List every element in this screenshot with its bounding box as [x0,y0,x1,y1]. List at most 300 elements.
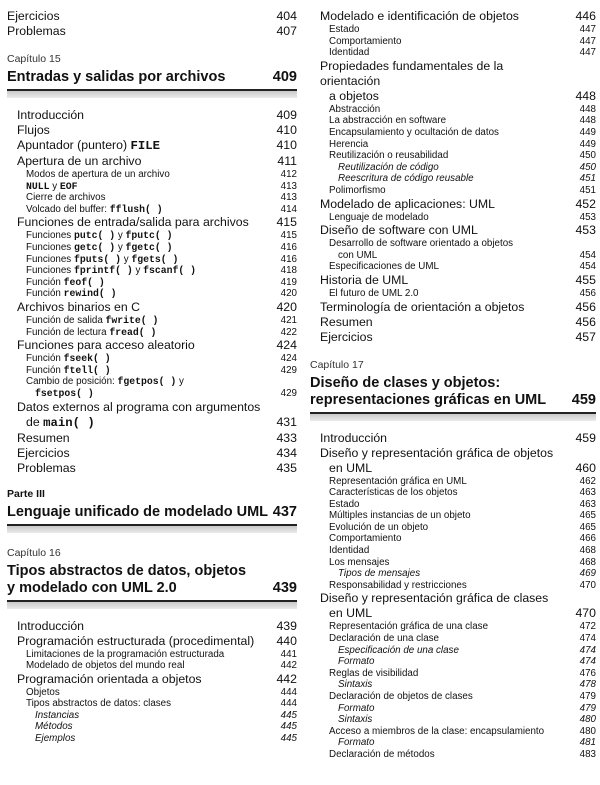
toc-entry[interactable] [7,242,297,254]
entry-text: Tipos de mensajes [338,568,421,580]
toc-entry-title [26,698,271,710]
toc-entry-title [17,619,271,634]
toc-entry[interactable] [310,330,596,345]
entry-text: Encapsulamiento y ocultación de datos [329,126,499,138]
chapter-title-line: y modelado con UML 2.0 [7,579,177,596]
entry-code: fputc( ) [125,230,173,242]
entry-text: Sintaxis [338,714,373,726]
toc-entry[interactable] [7,315,297,327]
toc-page-number: 448 [575,88,596,103]
toc-entry-title [35,721,271,733]
toc-entry[interactable] [7,108,297,123]
chapter-title [7,69,225,86]
toc-entry-title [26,265,271,277]
toc-entry[interactable] [7,24,297,39]
entry-text: Ejercicios [17,445,70,460]
toc-entry-title [17,634,271,649]
toc-entry-title [329,261,570,273]
toc-entry-title [26,327,271,339]
entry-text: Identidad [329,47,370,59]
toc-entry[interactable] [310,212,596,224]
entry-text: Archivos binarios en C [17,299,141,314]
toc-entry[interactable] [7,277,297,289]
entry-code: ftell( ) [63,364,111,376]
toc-entry[interactable] [310,461,596,476]
chapter-page-number: 459 [571,391,596,408]
toc-page-number: 409 [276,108,297,122]
toc-page-number: 411 [277,154,297,168]
toc-entry[interactable] [310,557,596,569]
toc-entry[interactable] [7,9,297,24]
toc-entry[interactable] [7,254,297,266]
toc-page-number: 460 [575,460,596,475]
entry-text: Estado [329,24,360,35]
entry-text: Funciones [26,253,74,265]
entry-text: Función [26,288,64,300]
toc-entry-title [329,461,570,476]
entry-text: Múltiples instancias de un objeto [329,510,471,522]
toc-entry[interactable] [310,749,596,761]
toc-page-number: 457 [575,329,596,344]
toc-entry-title [320,9,570,24]
entry-code: fscanf( ) [143,265,196,277]
toc-entry[interactable] [310,273,596,288]
entry-code: main( ) [43,415,95,430]
toc-entry-title [338,737,570,749]
entry-code: getc( ) [73,241,116,253]
toc-page-number: 442 [280,660,297,672]
toc-entry-title [329,476,570,488]
toc-entry[interactable] [310,580,596,592]
toc-page-number: 424 [276,338,297,353]
toc-page-number: 447 [579,35,596,47]
toc-entry[interactable] [7,154,297,169]
entry-code: fprintf( ) [73,265,133,277]
chapter-page-number: 437 [272,503,297,520]
toc-entry-title [320,431,570,446]
entry-text: Reutilización o reusabilidad [329,150,449,162]
toc-entry-title [338,703,570,715]
entry-text: Ejercicios [320,329,373,344]
entry-text: Desarrollo de software orientado a objetos [329,238,514,250]
toc-page-number: 450 [579,150,596,162]
toc-entry[interactable] [310,36,596,48]
entry-text: Formato [338,656,375,668]
toc-entry[interactable] [7,649,297,661]
toc-entry-title [338,645,570,657]
toc-entry[interactable] [310,185,596,197]
toc-entry[interactable] [7,672,297,687]
toc-entry-title [320,59,570,89]
toc-entry-title [17,672,271,687]
toc-entry-title [329,104,570,116]
toc-entry[interactable] [310,9,596,24]
toc-entry[interactable] [310,737,596,749]
toc-entry[interactable] [7,365,297,377]
toc-page-number: 451 [579,184,596,196]
chapter-page-number: 409 [272,69,297,85]
entry-text: Reglas de visibilidad [329,667,419,679]
toc-entry-title [26,376,271,388]
toc-entry[interactable] [310,89,596,104]
toc-entry[interactable] [7,288,297,300]
chapter-title [7,504,268,521]
part-heading[interactable] [7,504,297,526]
entry-text: Especificación de una clase [338,644,459,656]
toc-entry[interactable] [7,376,297,388]
toc-entry[interactable] [310,261,596,273]
toc-page-number: 429 [280,364,297,376]
toc-entry-title [35,710,271,722]
toc-entry-title [329,633,570,645]
toc-page-number: 463 [579,498,596,510]
entry-text: Diseño y representación gráfica de objetos [320,445,554,460]
chapter-page-number: 439 [272,579,297,596]
toc-entry[interactable] [310,476,596,488]
toc-page-number: 456 [575,314,596,329]
entry-text: Función de salida [26,314,106,326]
chapter-heading[interactable] [310,375,596,414]
toc-entry[interactable] [310,533,596,545]
toc-entry[interactable] [310,238,596,250]
entry-code: fgetpos( ) [117,376,177,388]
toc-page-number: 420 [276,299,297,314]
toc-page-number: 412 [280,169,297,180]
toc-entry[interactable] [7,619,297,634]
entry-text: Comportamiento [329,533,402,545]
entry-text: Programación estructurada (procedimental) [17,633,255,648]
entry-text: a objetos [329,88,379,103]
entry-text: Formato [338,702,375,714]
toc-entry-title [26,192,271,204]
toc-page-number: 439 [276,618,297,633]
toc-page-number: 407 [276,24,297,38]
toc-page-number: 441 [280,648,297,660]
toc-entry-title [329,487,570,499]
toc-entry[interactable] [310,223,596,238]
entry-text: Funciones de entrada/salida para archivos [17,215,249,230]
entry-code: EOF [59,180,78,192]
toc-entry[interactable] [310,300,596,315]
toc-page-number: 468 [579,545,596,557]
entry-text: La abstracción en software [329,115,447,127]
entry-text: Los mensajes [329,556,390,568]
entry-text: Objetos [26,686,60,698]
toc-entry[interactable] [7,388,297,400]
toc-page-number: 445 [280,709,297,721]
entry-text: Representación gráfica en UML [329,475,467,487]
entry-text: Funciones [26,265,74,277]
toc-entry-title [329,533,570,545]
toc-entry[interactable] [7,123,297,138]
entry-code: fseek( ) [63,353,111,365]
toc-entry-title [329,150,570,162]
toc-entry[interactable] [310,24,596,36]
toc-entry[interactable] [7,215,297,230]
entry-text: Volcado del buffer: [26,203,110,215]
toc-entry[interactable] [310,510,596,522]
toc-entry[interactable] [310,59,596,89]
toc-entry-title [329,522,570,534]
toc-entry[interactable] [310,621,596,633]
toc-entry[interactable] [310,499,596,511]
entry-text: Declaración de métodos [329,748,435,760]
toc-entry-title [329,238,570,250]
toc-entry-title [329,545,570,557]
entry-text: Función [26,353,64,365]
toc-entry[interactable] [310,691,596,703]
toc-entry[interactable] [7,710,297,722]
toc-entry[interactable] [310,127,596,139]
entry-text: Funciones [26,230,74,242]
toc-page-number: 449 [579,138,596,150]
heading-band [7,526,297,533]
entry-text: en UML [329,606,373,621]
toc-entry-title [329,668,570,680]
toc-page-number: 447 [579,47,596,59]
toc-page-number: 472 [579,621,596,633]
toc-entry[interactable] [7,204,297,216]
toc-entry-title [17,123,271,138]
chapter-label: Capítulo 17 [310,358,364,371]
toc-entry-title [329,288,570,300]
entry-code: fputs( ) [73,253,121,265]
toc-page-number: 414 [280,203,297,215]
toc-entry-title [320,223,570,238]
toc-page-number: 451 [579,173,596,185]
toc-entry[interactable] [310,315,596,330]
toc-entry[interactable] [310,173,596,185]
chapter-title-line: representaciones gráficas en UML [310,391,547,408]
toc-entry[interactable] [7,338,297,353]
toc-entry[interactable] [310,606,596,621]
toc-entry-title [329,510,570,522]
entry-code: fwrite( ) [105,314,159,326]
toc-entry-title [26,415,271,431]
toc-entry[interactable] [7,138,297,154]
toc-page-number: 449 [579,126,596,138]
toc-page-number: 416 [280,241,297,253]
toc-entry-title [320,446,570,461]
toc-entry[interactable] [7,415,297,431]
toc-entry-title [26,315,271,327]
toc-entry[interactable] [310,656,596,668]
toc-page-number: 444 [280,686,297,698]
toc-entry-title [329,139,570,151]
entry-text: Flujos [17,123,50,137]
toc-entry[interactable] [310,668,596,680]
toc-page-number: 465 [579,510,596,522]
toc-entry[interactable] [310,115,596,127]
toc-entry[interactable] [7,660,297,672]
toc-entry[interactable] [310,726,596,738]
toc-entry[interactable] [7,327,297,339]
entry-text: y [115,241,126,253]
part-label: Parte III [7,487,45,500]
entry-text: y [176,376,184,388]
toc-entry[interactable] [7,230,297,242]
toc-page-number: 404 [276,9,297,23]
toc-page-number: 445 [280,733,297,745]
toc-entry[interactable] [7,192,297,204]
toc-entry[interactable] [7,733,297,745]
toc-page-number: 478 [579,679,596,691]
toc-entry-title [17,215,271,230]
toc-page-number: 456 [575,299,596,314]
entry-text: Función de lectura [26,326,110,338]
toc-page-number: 469 [579,568,596,580]
toc-entry-title [329,212,570,224]
entry-text: Historia de UML [320,272,409,287]
toc-entry[interactable] [310,162,596,174]
toc-page-number: 415 [280,230,297,242]
toc-entry-title [320,273,570,288]
chapter-label: Capítulo 15 [7,53,61,65]
toc-entry-title [329,24,570,36]
toc-page-number: 455 [575,272,596,287]
toc-page-number: 454 [579,249,596,261]
toc-entry[interactable] [7,687,297,699]
toc-page-number: 462 [579,475,596,487]
toc-entry-title [35,388,271,400]
toc-entry[interactable] [310,714,596,726]
toc-entry[interactable] [7,169,297,181]
toc-page-number: 447 [579,24,596,35]
toc-entry-title [17,300,271,315]
toc-entry[interactable] [310,47,596,59]
toc-entry[interactable] [7,446,297,461]
toc-entry[interactable] [310,250,596,262]
entry-text: Reutilización de código [338,161,439,173]
entry-code: fgets( ) [131,253,179,265]
toc-page-number: 453 [575,223,596,238]
toc-entry-title [329,36,570,48]
toc-page-number: 446 [575,9,596,23]
toc-entry[interactable] [7,721,297,733]
toc-page-number: 470 [579,579,596,591]
toc-page-number: 410 [276,123,297,137]
toc-entry[interactable] [310,545,596,557]
toc-entry-title [17,461,271,476]
entry-text: Diseño y representación gráfica de clases [320,591,549,606]
toc-entry[interactable] [310,633,596,645]
toc-entry-title [26,660,271,672]
entry-code: rewind( ) [63,288,117,300]
toc-entry-title [26,277,271,289]
entry-text: Sintaxis [338,679,373,691]
entry-text: Evolución de un objeto [329,521,429,533]
toc-entry[interactable] [7,431,297,446]
entry-code: putc( ) [73,230,116,242]
toc-entry[interactable] [310,446,596,461]
toc-page-number: 434 [276,445,297,460]
toc-entry-title [338,568,570,580]
toc-page-number: 454 [579,261,596,273]
toc-page-number: 440 [276,633,297,648]
toc-entry-title [320,315,570,330]
toc-entry[interactable] [7,400,297,415]
toc-entry[interactable] [7,353,297,365]
toc-page-number: 448 [579,103,596,115]
toc-page-number: 483 [579,748,596,760]
toc-entry[interactable] [310,139,596,151]
toc-page-number: 463 [579,487,596,499]
entry-text: Abstracción [329,103,381,115]
toc-page-number: 479 [579,691,596,702]
entry-text: El futuro de UML 2.0 [329,287,419,299]
toc-entry-title [329,621,570,633]
entry-code: fsetpos( ) [35,387,94,399]
toc-entry[interactable] [7,300,297,315]
toc-entry-title [329,606,570,621]
entry-text: Función [26,276,64,288]
entry-code: fflush( ) [109,203,163,215]
toc-page-number: 415 [276,215,297,230]
toc-entry-title [17,154,271,169]
toc-entry-title [17,138,271,154]
toc-entry[interactable] [310,522,596,534]
toc-page-number: 481 [579,737,596,749]
toc-entry[interactable] [7,461,297,476]
toc-page-number: 468 [579,556,596,568]
toc-entry[interactable] [7,181,297,193]
toc-entry[interactable] [310,288,596,300]
toc-entry[interactable] [310,431,596,446]
entry-text: Acceso a miembros de la clase: encapsulamiento [329,725,545,737]
toc-entry[interactable] [310,679,596,691]
toc-entry-title [26,649,271,661]
entry-code: FILE [130,139,161,153]
entry-text: Apuntador (puntero) [17,138,131,152]
toc-page-number: 448 [579,115,596,127]
toc-page-number: 422 [280,326,297,338]
toc-entry[interactable] [310,645,596,657]
toc-entry-title [17,446,271,461]
chapter-heading[interactable] [7,69,297,91]
entry-text: con UML [338,249,378,261]
toc-entry[interactable] [310,104,596,116]
toc-entry[interactable] [310,703,596,715]
toc-entry[interactable] [310,197,596,212]
toc-entry-title [26,353,271,365]
toc-entry[interactable] [7,634,297,649]
toc-entry[interactable] [310,591,596,606]
chapter-title-line: Entradas y salidas por archivos [7,69,226,85]
toc-entry[interactable] [310,568,596,580]
entry-text: Problemas [7,24,66,38]
entry-text: Limitaciones de la programación estructurada [26,648,225,660]
toc-entry[interactable] [310,487,596,499]
heading-band [7,602,297,609]
toc-page-number: 410 [276,138,297,152]
chapter-heading[interactable] [7,563,297,602]
entry-text: Herencia [329,138,369,150]
entry-text: Estado [329,498,360,510]
toc-entry[interactable] [7,265,297,277]
entry-text: Polimorfismo [329,184,386,196]
toc-entry-title [320,591,570,606]
toc-page-number: 420 [280,288,297,300]
toc-entry-title [338,656,570,668]
toc-page-number: 419 [280,276,297,288]
entry-text: Terminología de orientación a objetos [320,299,525,314]
toc-page-number: 470 [575,606,596,621]
toc-entry[interactable] [310,150,596,162]
entry-text: Modelado e identificación de objetos [320,9,519,23]
toc-entry[interactable] [7,698,297,710]
toc-entry-title [329,726,570,738]
entry-text: Introducción [17,108,84,122]
